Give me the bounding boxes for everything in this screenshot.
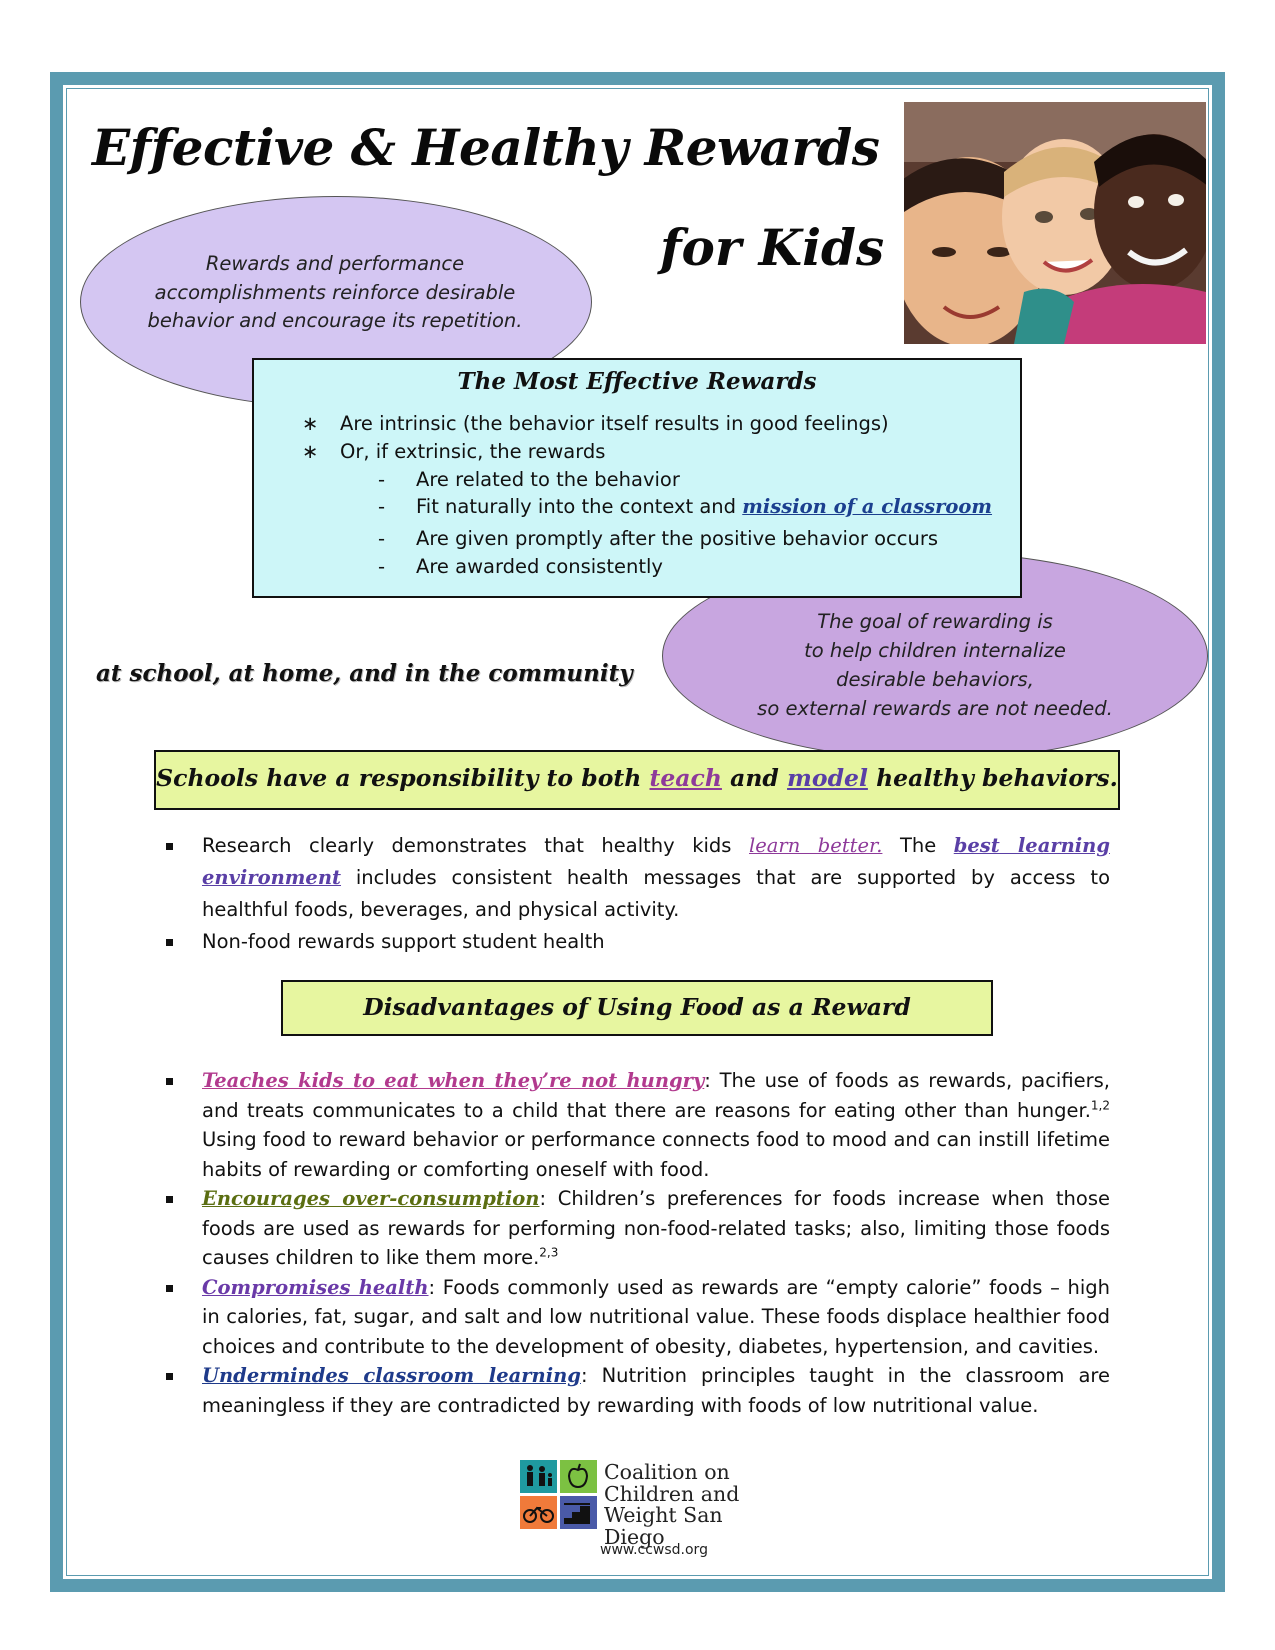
disadvantage-text: Using food to reward behavior or performance connects food to mood and can instill lifetime habits of rewarding or comforting oneself with food.	[202, 1128, 1110, 1181]
list-item	[160, 1361, 1110, 1420]
goal-line: desirable behaviors,	[836, 668, 1034, 691]
teach-link[interactable]: teach	[649, 764, 722, 792]
goal-line: so external rewards are not needed.	[757, 697, 1113, 720]
rewards-subitem-text: Fit naturally into the context and	[416, 495, 743, 518]
dash-marker: -	[378, 495, 386, 518]
rewards-subitem	[378, 468, 680, 491]
rewards-item-text: Or, if extrinsic, the rewards	[340, 440, 606, 463]
bullet-icon	[166, 843, 173, 850]
dash-marker: -	[378, 468, 386, 491]
website-url[interactable]: www.ccwsd.org	[600, 1542, 708, 1558]
intro-line: Rewards and performance	[205, 252, 465, 275]
asterisk-icon: ∗	[302, 440, 319, 463]
rewards-subitem	[378, 555, 663, 578]
mission-of-a-classroom-link[interactable]: mission of a classroom	[742, 495, 993, 518]
colon: :	[428, 1275, 436, 1299]
children-photo	[904, 102, 1206, 344]
disadvantages-list	[160, 1066, 1110, 1420]
rewards-subitem-text: Are related to the behavior	[416, 468, 680, 491]
goal-line: to help children internalize	[804, 639, 1066, 662]
goal-text	[740, 607, 1130, 723]
rewards-item	[302, 440, 605, 463]
list-item	[160, 1066, 1110, 1184]
disadvantage-heading[interactable]: Encourages over-consumption	[202, 1187, 540, 1210]
disadvantage-heading[interactable]: Teaches kids to eat when they’re not hungry	[202, 1069, 705, 1092]
dash-marker: -	[378, 555, 386, 578]
research-list	[160, 830, 1110, 958]
tagline: at school, at home, and in the community	[96, 660, 633, 687]
logo-line: Children and	[604, 1481, 740, 1506]
family-icon	[520, 1460, 557, 1493]
schools-banner-text	[156, 764, 1118, 792]
bullet-icon	[166, 939, 173, 946]
disadvantage-text: Children’s preferences for foods increase when those foods are used as rewards for performing non-food-related tasks; also, limiting those foods causes children to like them more.	[202, 1187, 1110, 1269]
bike-icon	[520, 1496, 557, 1529]
page-title: Effective & Healthy Rewards	[92, 118, 880, 177]
disadvantage-heading[interactable]: Undermindes classroom learning	[202, 1364, 581, 1387]
colon: :	[580, 1364, 588, 1387]
logo-text	[604, 1462, 780, 1548]
schools-text-part: healthy behaviors.	[867, 764, 1118, 792]
intro-line: accomplishments reinforce desirable	[154, 280, 516, 304]
ccwsd-logo	[520, 1460, 780, 1549]
dash-marker: -	[378, 527, 386, 550]
research-text: Research clearly demonstrates that healthy kids	[202, 834, 749, 857]
model-link[interactable]: model	[787, 764, 868, 792]
logo-mark	[520, 1460, 598, 1530]
goal-line: The goal of rewarding is	[817, 610, 1053, 633]
logo-line: Coalition on	[604, 1460, 730, 1484]
best-learning-environment-link[interactable]: best learning environment	[202, 834, 1110, 889]
learn-better-link[interactable]: learn better.	[749, 834, 883, 857]
schools-text-part: and	[721, 764, 788, 792]
research-text: includes consistent health messages that are supported by access to healthful foods, beverages, and physical activity.	[202, 866, 1110, 921]
schools-banner	[154, 750, 1120, 810]
effective-rewards-title: The Most Effective Rewards	[457, 368, 817, 395]
rewards-subitem	[378, 527, 938, 550]
bullet-icon	[166, 1285, 173, 1292]
disadvantages-title: Disadvantages of Using Food as a Reward	[363, 993, 911, 1021]
list-item	[160, 1273, 1110, 1362]
disadvantage-heading[interactable]: Compromises health	[202, 1275, 429, 1299]
stairs-icon	[560, 1496, 597, 1529]
effective-rewards-box	[252, 358, 1022, 598]
disadvantage-text: Nutrition principles taught in the classroom are meaningless if they are contradicted by rewarding with foods of low nutritional value.	[202, 1364, 1110, 1417]
bullet-icon	[166, 1373, 173, 1380]
rewards-subitem-text: Are awarded consistently	[416, 555, 663, 578]
disadvantages-banner	[281, 980, 993, 1036]
rewards-subitem	[378, 495, 992, 518]
citation: 1,2	[1090, 1098, 1110, 1112]
citation: 2,3	[539, 1245, 559, 1260]
intro-line: behavior and encourage its repetition.	[147, 309, 523, 332]
intro-text	[130, 250, 540, 336]
disadvantage-text: The use of foods as rewards, pacifiers, and treats communicates to a child that there are reasons for eating other than hunger.	[202, 1069, 1111, 1122]
rewards-item	[302, 412, 889, 435]
list-item	[160, 1184, 1110, 1273]
bullet-icon	[166, 1196, 173, 1203]
disadvantage-text: Foods commonly used as rewards are “empty calorie” foods – high in calories, fat, sugar, and salt and low nutritional value. These foods displace healthier food choices and contribute to the development of obesity, diabetes, hypertension, and cavities.	[202, 1275, 1110, 1358]
asterisk-icon: ∗	[302, 412, 319, 435]
effective-rewards-list	[254, 360, 1020, 596]
list-item	[160, 926, 1110, 958]
bullet-icon	[166, 1078, 173, 1085]
page-title-line2: for Kids	[660, 218, 885, 277]
rewards-item-text: Are intrinsic (the behavior itself results in good feelings)	[340, 412, 889, 435]
research-text: The	[882, 834, 954, 857]
list-item	[160, 830, 1110, 926]
apple-icon	[560, 1460, 597, 1493]
research-text: Non-food rewards support student health	[202, 930, 605, 953]
logo-line: Weight San Diego	[604, 1503, 723, 1549]
schools-text-part: Schools have a responsibility to both	[156, 764, 650, 792]
colon: :	[539, 1187, 547, 1210]
rewards-subitem-text: Are given promptly after the positive behavior occurs	[416, 527, 938, 550]
colon: :	[704, 1069, 711, 1092]
